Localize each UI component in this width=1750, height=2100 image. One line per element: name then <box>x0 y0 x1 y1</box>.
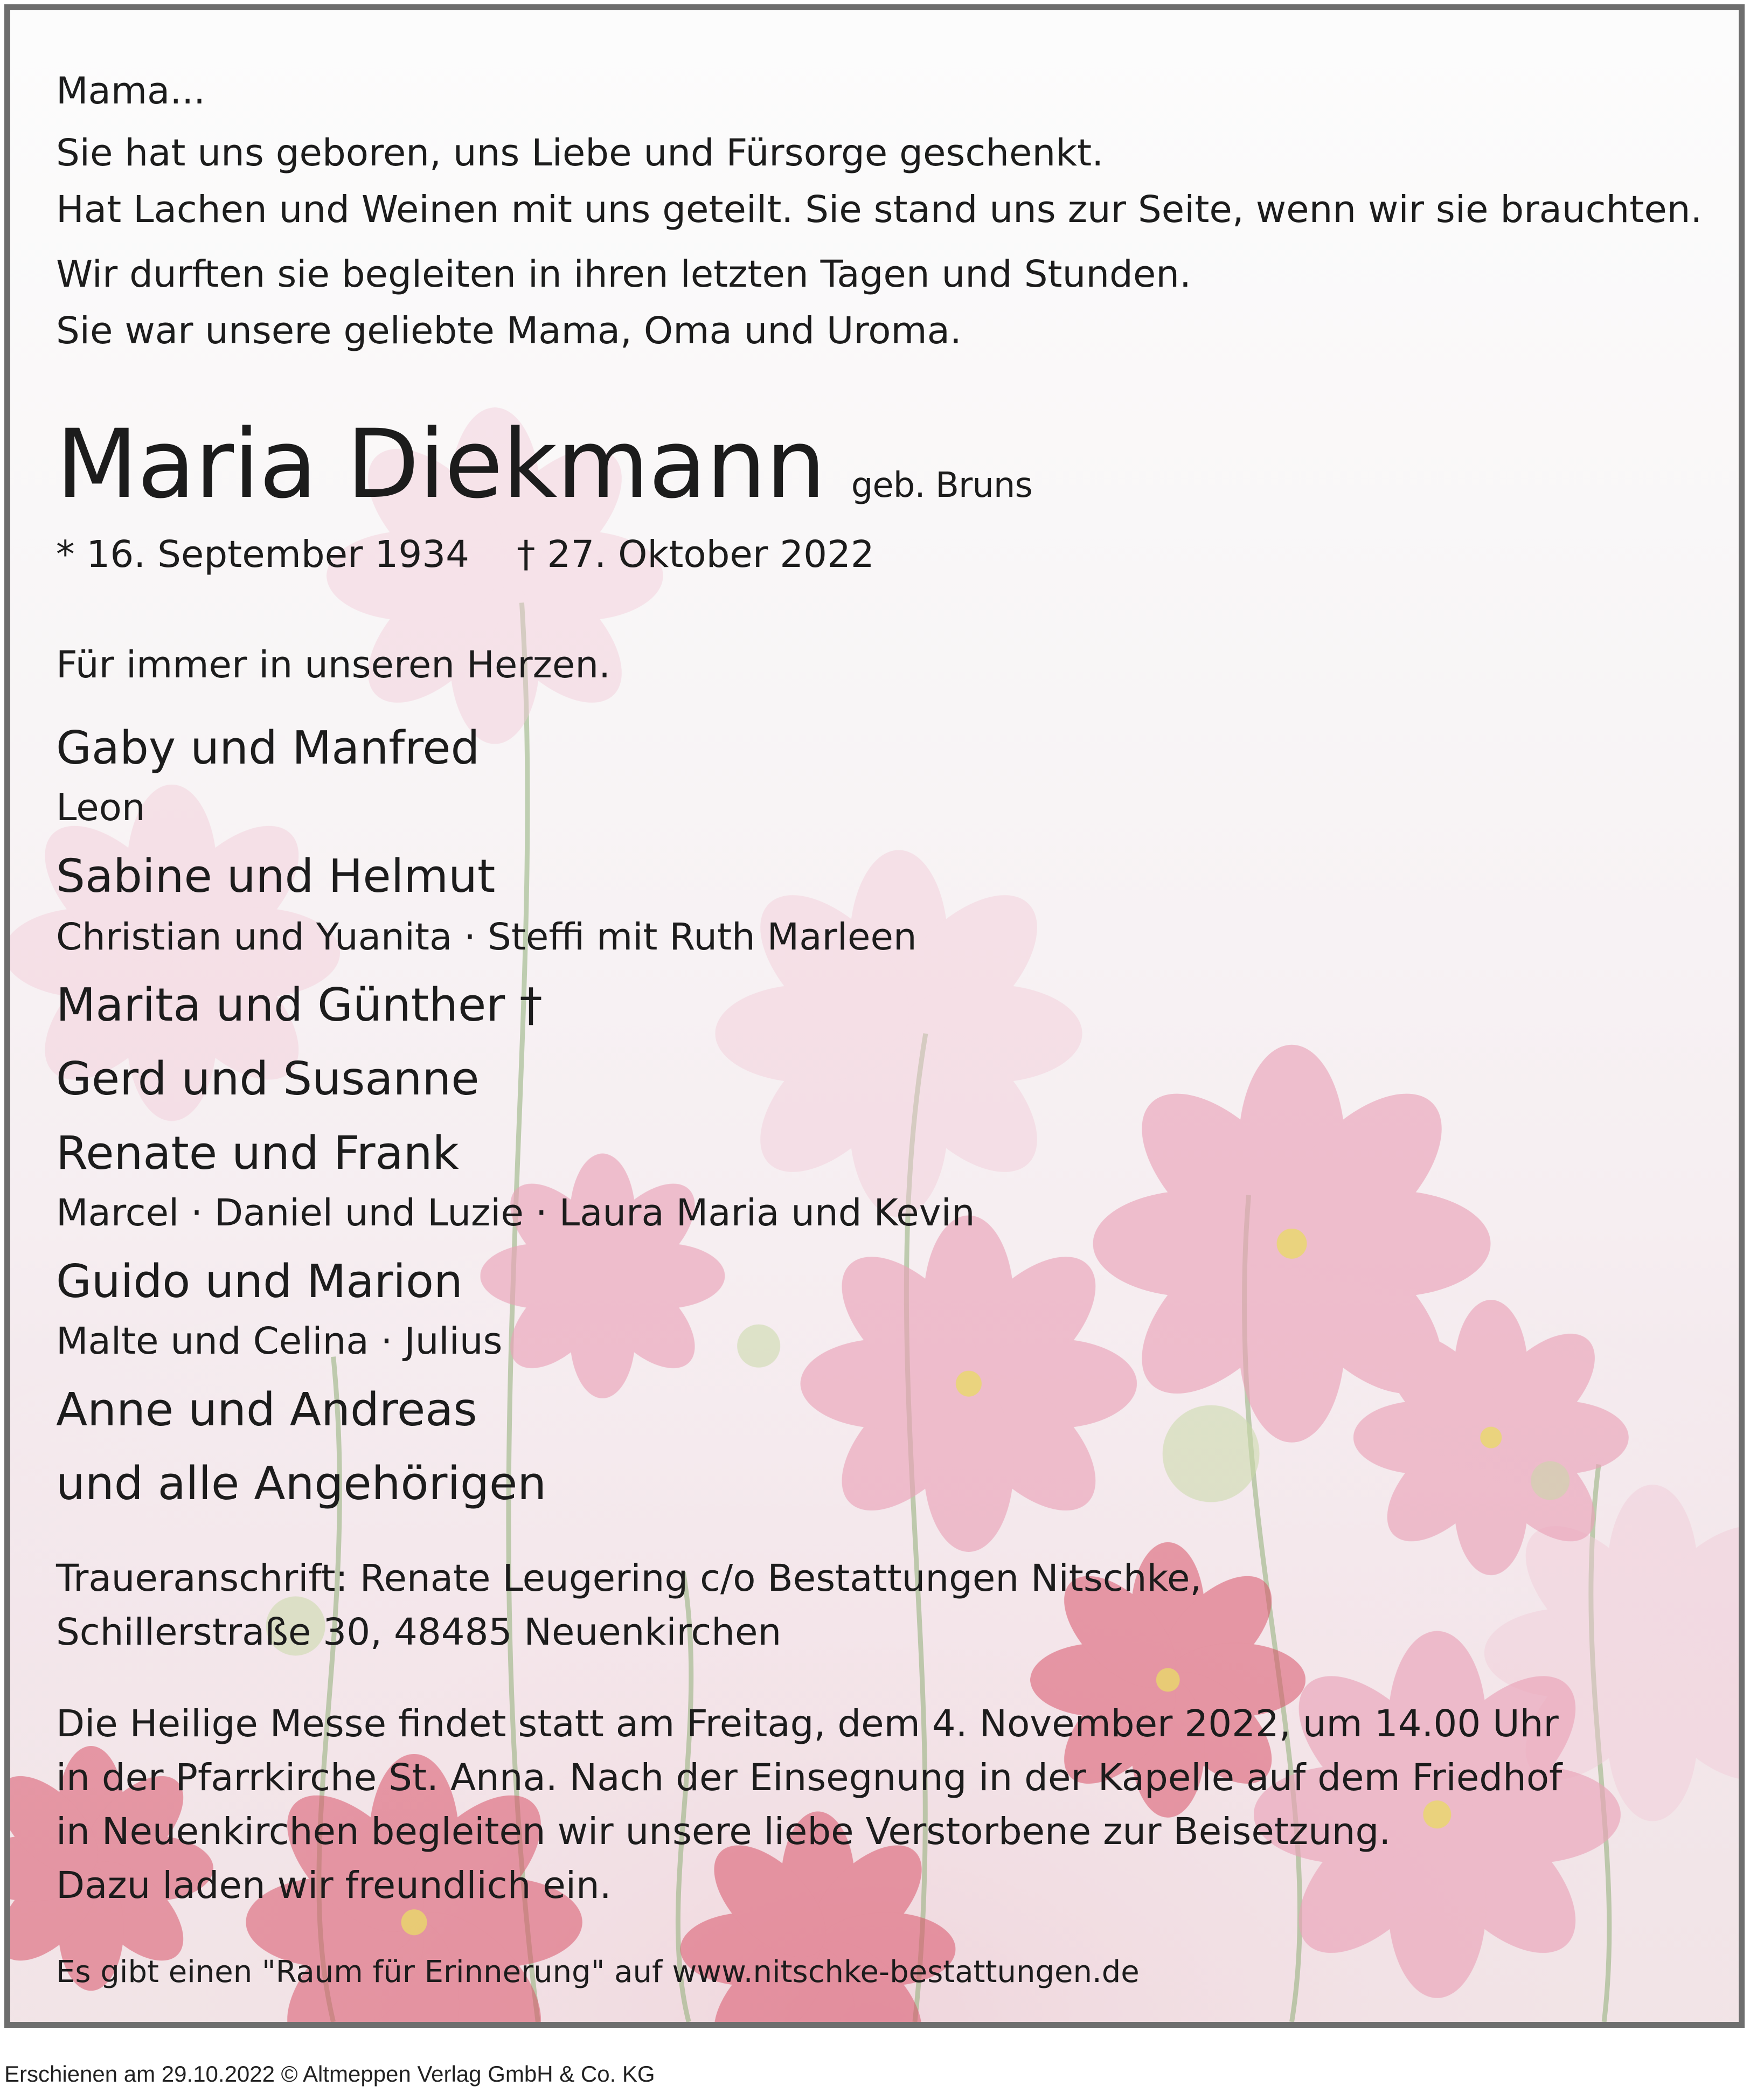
family-sub-names: Marcel · Daniel und Luzie · Laura Maria und Kevin <box>56 1191 975 1235</box>
deceased-name: Maria Diekmann <box>56 409 825 519</box>
intro-line: Wir durften sie begleiten in ihren letzten Tagen und Stunden. <box>56 253 1191 296</box>
service-line: in der Pfarrkirche St. Anna. Nach der Einsegnung in der Kapelle auf dem Friedhof <box>56 1756 1563 1799</box>
family-sub-names: Christian und Yuanita · Steffi mit Ruth Marleen <box>56 916 917 959</box>
motto: Für immer in unseren Herzen. <box>56 643 611 687</box>
family-name: Anne und Andreas <box>56 1383 477 1437</box>
family-sub-names: Leon <box>56 786 145 829</box>
address-line: Traueranschrift: Renate Leugering c/o Bestattungen Nitschke, <box>56 1557 1202 1600</box>
deceased-name-heading <box>56 409 1032 519</box>
service-line: Dazu laden wir freundlich ein. <box>56 1864 612 1907</box>
family-name: Renate und Frank <box>56 1127 459 1180</box>
address-line: Schillerstraße 30, 48485 Neuenkirchen <box>56 1611 782 1654</box>
publication-credit: Erschienen am 29.10.2022 © Altmeppen Verlag GmbH & Co. KG <box>4 2061 655 2087</box>
family-name: Gaby und Manfred <box>56 722 480 775</box>
family-name: und alle Angehörigen <box>56 1457 547 1510</box>
obituary-card <box>4 4 1745 2028</box>
intro-line: Sie war unsere geliebte Mama, Oma und Uroma. <box>56 309 962 352</box>
maiden-name: geb. Bruns <box>851 466 1032 505</box>
service-line: in Neuenkirchen begleiten wir unsere liebe Verstorbene zur Beisetzung. <box>56 1810 1391 1853</box>
intro-line: Hat Lachen und Weinen mit uns geteilt. Sie stand uns zur Seite, wenn wir sie brauchten. <box>56 188 1703 231</box>
intro-line: Mama... <box>56 70 206 113</box>
intro-line: Sie hat uns geboren, uns Liebe und Fürsorge geschenkt. <box>56 131 1104 175</box>
family-sub-names: Malte und Celina · Julius <box>56 1320 503 1363</box>
family-name: Gerd und Susanne <box>56 1052 480 1106</box>
family-name: Marita und Günther † <box>56 979 543 1032</box>
memorial-note: Es gibt einen "Raum für Erinnerung" auf www.nitschke-bestattungen.de <box>56 1955 1140 1990</box>
family-name: Sabine und Helmut <box>56 850 496 903</box>
family-name: Guido und Marion <box>56 1255 463 1308</box>
death-date: † 27. Oktober 2022 <box>517 533 874 576</box>
service-line: Die Heilige Messe findet statt am Freitag, dem 4. November 2022, um 14.00 Uhr <box>56 1702 1559 1745</box>
birth-date: * 16. September 1934 <box>56 533 470 576</box>
